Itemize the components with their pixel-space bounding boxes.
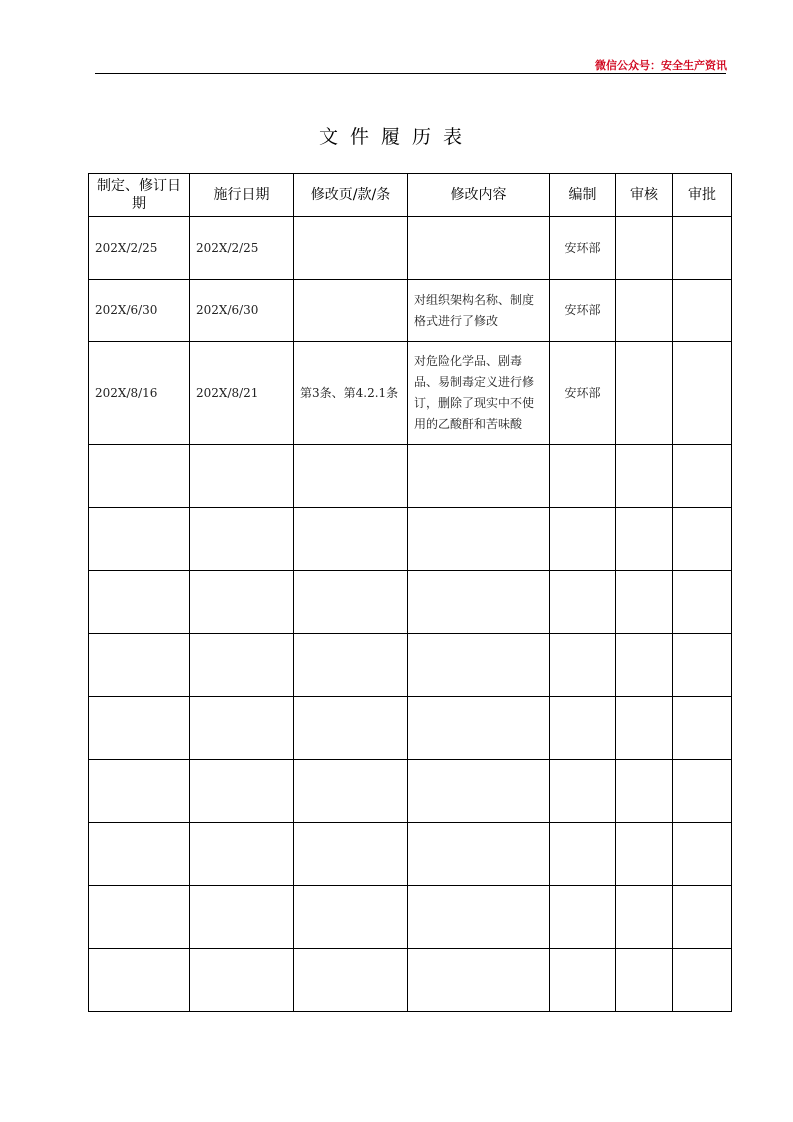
table-row-empty: [89, 634, 732, 697]
cell-approved: [673, 217, 732, 280]
cell-effective-date: 202X/6/30: [190, 280, 294, 342]
cell-revision-date: 202X/6/30: [89, 280, 190, 342]
empty-cell: [408, 886, 550, 949]
col-header-reviewed: 审核: [616, 174, 673, 217]
empty-cell: [616, 571, 673, 634]
col-header-prepared: 编制: [550, 174, 616, 217]
empty-cell: [190, 886, 294, 949]
empty-cell: [190, 571, 294, 634]
table-row-empty: [89, 508, 732, 571]
col-header-approved: 审批: [673, 174, 732, 217]
cell-section: [294, 217, 408, 280]
empty-cell: [408, 949, 550, 1012]
empty-cell: [294, 886, 408, 949]
table-row: [89, 342, 732, 445]
empty-cell: [190, 697, 294, 760]
empty-cell: [673, 697, 732, 760]
empty-cell: [616, 886, 673, 949]
empty-cell: [616, 823, 673, 886]
empty-cell: [550, 760, 616, 823]
empty-cell: [550, 823, 616, 886]
empty-rows-group: [89, 445, 732, 1012]
empty-cell: [673, 508, 732, 571]
cell-content: 对危险化学品、剧毒品、易制毒定义进行修订，删除了现实中不使用的乙酸酐和苦味酸: [408, 342, 550, 445]
table-row-empty: [89, 823, 732, 886]
col-header-effective-date: 施行日期: [190, 174, 294, 217]
empty-cell: [408, 634, 550, 697]
empty-cell: [408, 760, 550, 823]
empty-cell: [294, 445, 408, 508]
empty-cell: [89, 697, 190, 760]
cell-effective-date: 202X/2/25: [190, 217, 294, 280]
empty-cell: [616, 697, 673, 760]
empty-cell: [673, 634, 732, 697]
cell-prepared: 安环部: [550, 217, 616, 280]
cell-content: 对组织架构名称、制度格式进行了修改: [408, 280, 550, 342]
empty-cell: [190, 508, 294, 571]
cell-revision-date: 202X/2/25: [89, 217, 190, 280]
empty-cell: [89, 571, 190, 634]
empty-cell: [408, 823, 550, 886]
wechat-account-label: 微信公众号：安全生产资讯: [595, 59, 727, 72]
document-title: 文件履历表: [318, 126, 474, 148]
col-header-section: 修改页/款/条: [294, 174, 408, 217]
empty-cell: [89, 949, 190, 1012]
empty-cell: [190, 949, 294, 1012]
empty-cell: [294, 571, 408, 634]
empty-cell: [673, 949, 732, 1012]
empty-cell: [89, 886, 190, 949]
cell-reviewed: [616, 280, 673, 342]
cell-section: 第3条、第4.2.1条: [294, 342, 408, 445]
empty-cell: [89, 760, 190, 823]
empty-cell: [616, 949, 673, 1012]
empty-cell: [294, 508, 408, 571]
cell-prepared: 安环部: [550, 342, 616, 445]
empty-cell: [673, 445, 732, 508]
empty-cell: [408, 571, 550, 634]
cell-content: [408, 217, 550, 280]
empty-cell: [550, 949, 616, 1012]
cell-prepared: 安环部: [550, 280, 616, 342]
empty-cell: [550, 508, 616, 571]
empty-cell: [294, 949, 408, 1012]
empty-cell: [294, 760, 408, 823]
cell-approved: [673, 342, 732, 445]
empty-cell: [89, 508, 190, 571]
empty-cell: [673, 571, 732, 634]
empty-cell: [190, 634, 294, 697]
cell-approved: [673, 280, 732, 342]
cell-revision-date: 202X/8/16: [89, 342, 190, 445]
empty-cell: [550, 634, 616, 697]
table-row-empty: [89, 445, 732, 508]
empty-cell: [616, 634, 673, 697]
table-row-empty: [89, 571, 732, 634]
empty-cell: [673, 886, 732, 949]
empty-cell: [616, 760, 673, 823]
col-header-revision-date: 制定、修订日期: [89, 174, 190, 217]
table-row-empty: [89, 949, 732, 1012]
empty-cell: [89, 445, 190, 508]
cell-effective-date: 202X/8/21: [190, 342, 294, 445]
empty-cell: [408, 445, 550, 508]
empty-cell: [550, 886, 616, 949]
empty-cell: [408, 697, 550, 760]
empty-cell: [550, 445, 616, 508]
empty-cell: [294, 697, 408, 760]
empty-cell: [550, 697, 616, 760]
empty-cell: [294, 634, 408, 697]
empty-cell: [294, 823, 408, 886]
empty-cell: [190, 445, 294, 508]
table-row-empty: [89, 760, 732, 823]
empty-cell: [673, 823, 732, 886]
empty-cell: [89, 634, 190, 697]
table-row-empty: [89, 697, 732, 760]
table-row: [89, 280, 732, 342]
table-row-empty: [89, 886, 732, 949]
revision-history-table: [88, 173, 732, 1012]
empty-cell: [616, 508, 673, 571]
empty-cell: [190, 760, 294, 823]
cell-reviewed: [616, 342, 673, 445]
table-row: [89, 217, 732, 280]
empty-cell: [190, 823, 294, 886]
cell-reviewed: [616, 217, 673, 280]
empty-cell: [673, 760, 732, 823]
empty-cell: [616, 445, 673, 508]
col-header-content: 修改内容: [408, 174, 550, 217]
table-header-row: [89, 174, 732, 217]
empty-cell: [408, 508, 550, 571]
empty-cell: [550, 571, 616, 634]
header-divider: [95, 73, 726, 74]
empty-cell: [89, 823, 190, 886]
cell-section: [294, 280, 408, 342]
